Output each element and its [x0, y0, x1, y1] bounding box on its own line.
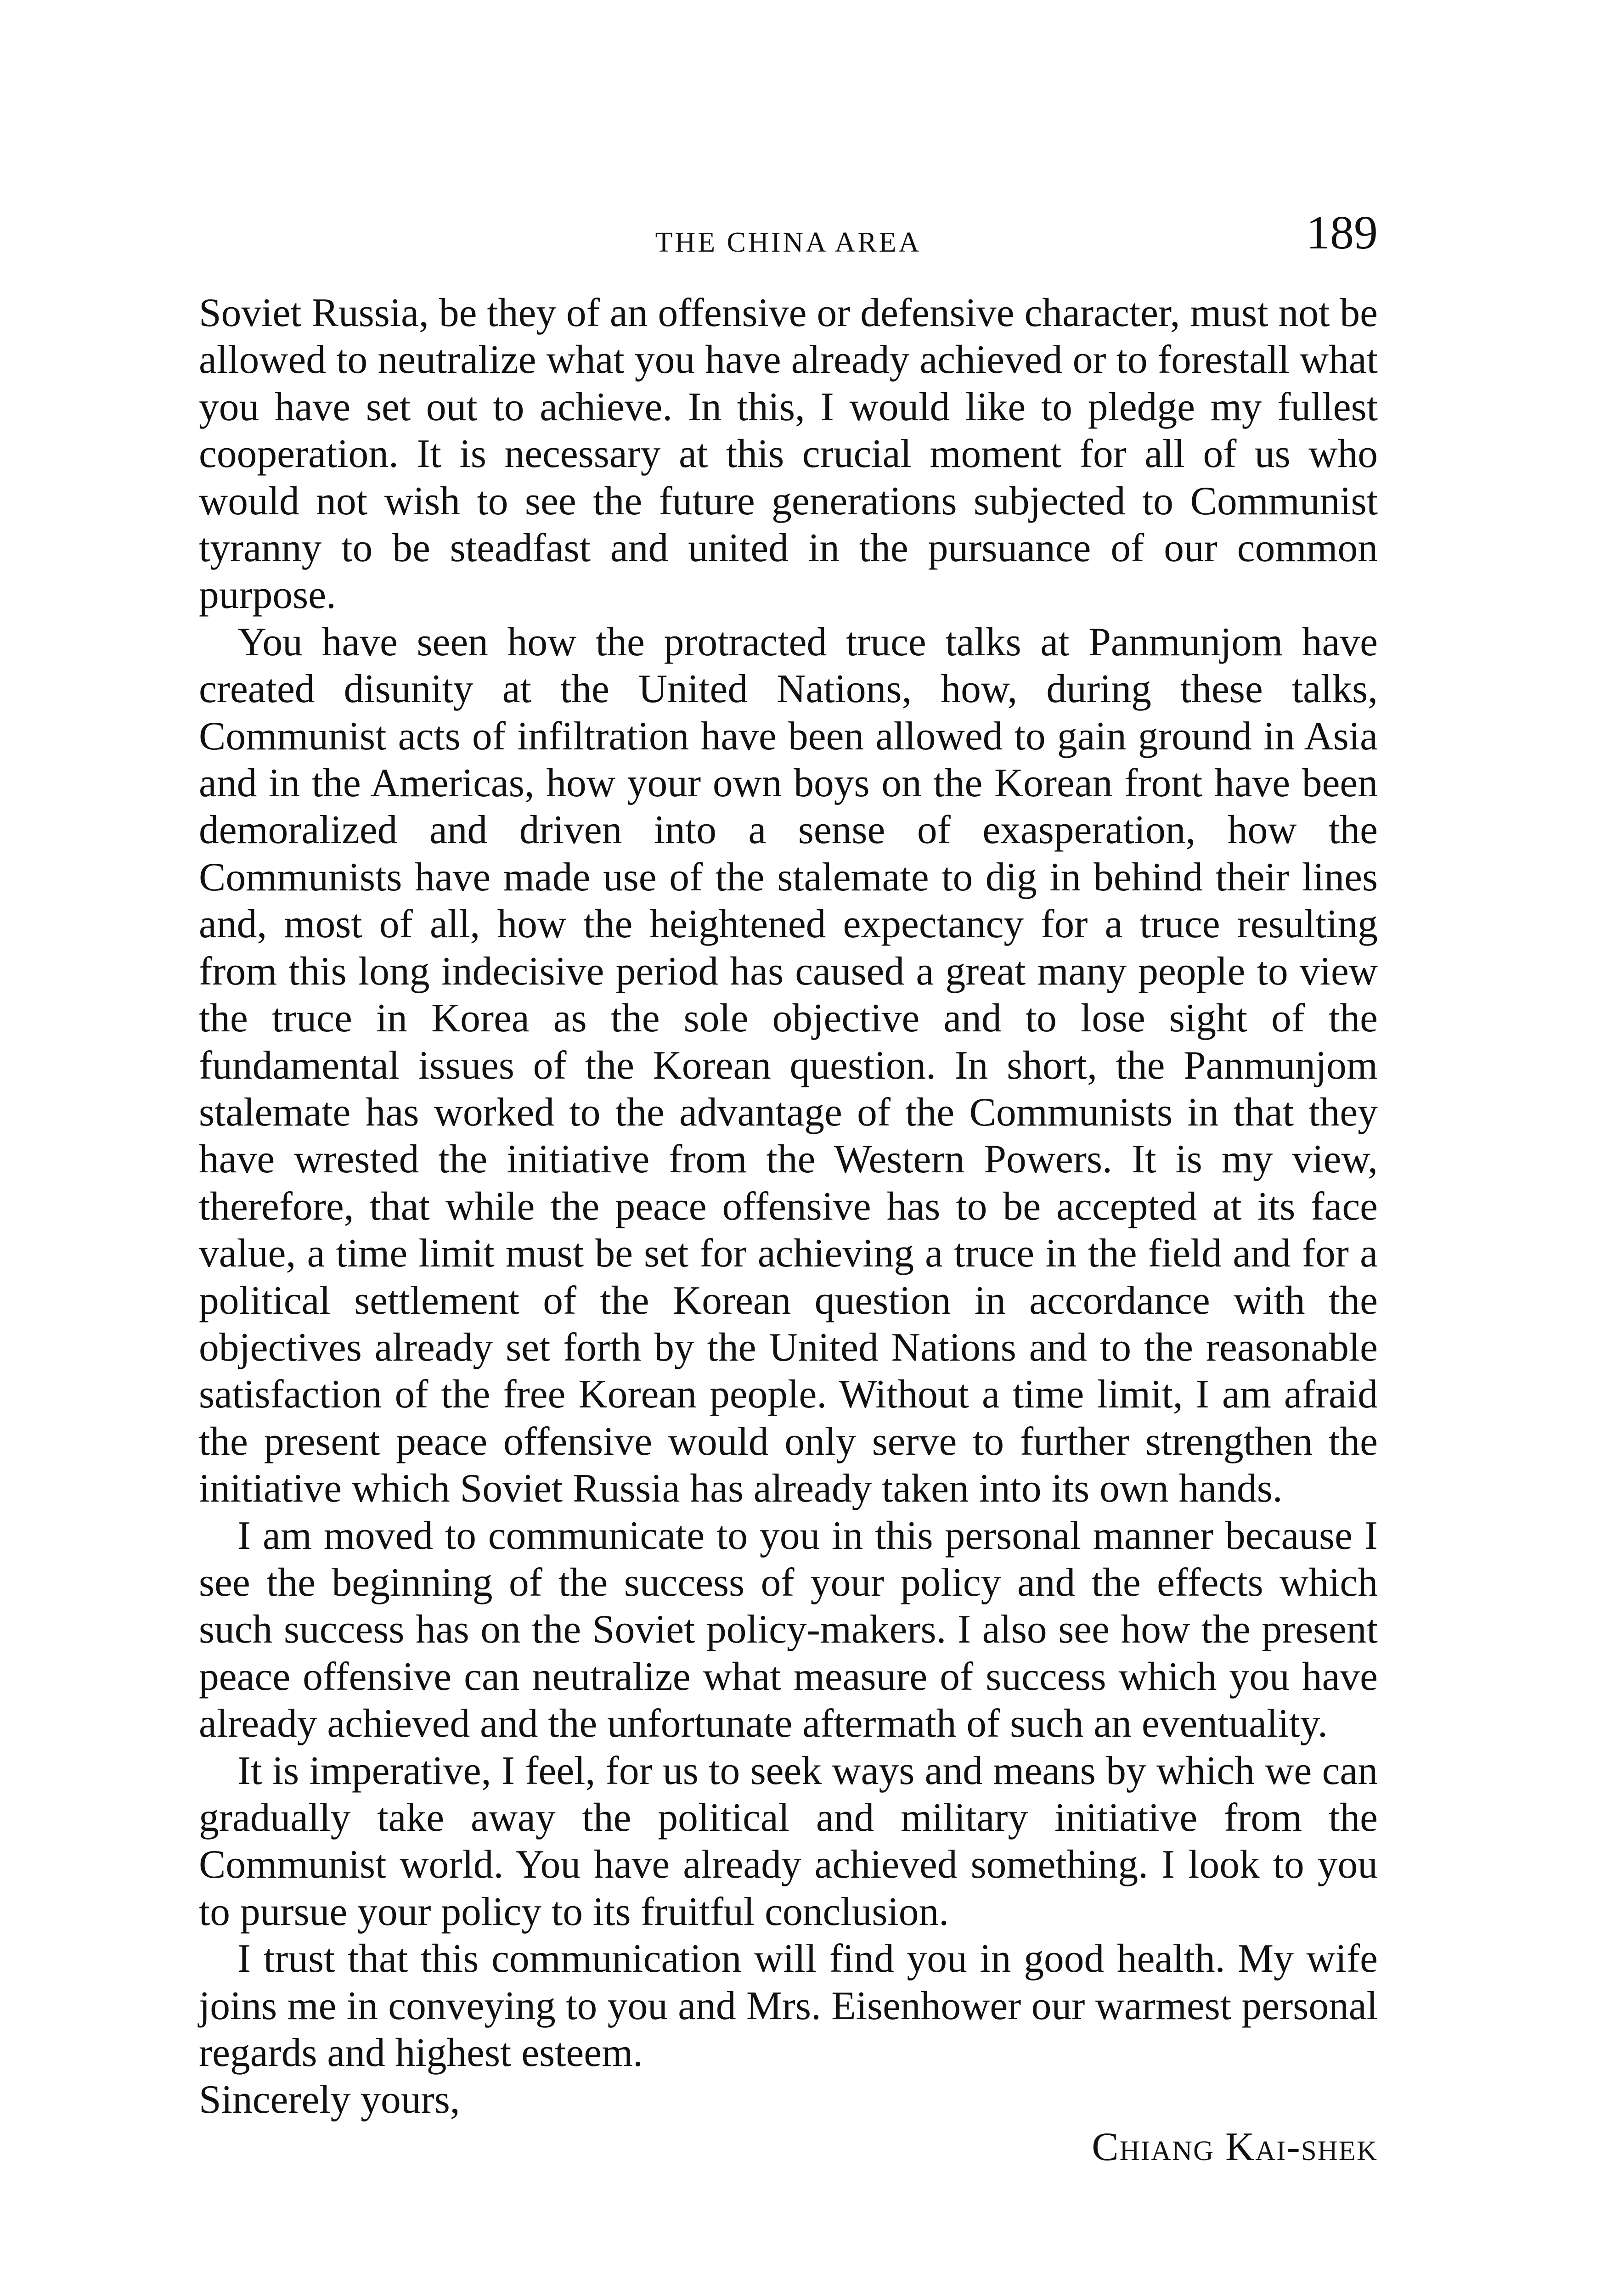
page-number: 189: [1306, 206, 1378, 259]
closing-salutation: Sincerely yours,: [199, 2077, 460, 2122]
paragraph-continuation: Soviet Russia, be they of an offensive or defensive character, must not be allowed to neutralize what you have already achieved or to forestall what you have set out to achieve. In this, I would like to pledge my fullest cooperation. It is necessary at this crucial moment for all of us who would not wish to see the future generations subjected to Communist tyranny to be steadfast and united in the pursuance of our common purpose.: [199, 290, 1378, 617]
paragraph: I am moved to communicate to you in this personal manner because I see the beginning of the success of your policy and the effects which such success has on the Soviet policy-makers. I also see how the present peace offensive can neutralize what measure of success which you have already achieved and the unfortunate aftermath of such an eventuality.: [199, 1513, 1378, 1746]
page-header: [199, 206, 1378, 264]
paragraph: It is imperative, I feel, for us to seek ways and means by which we can gradually take away the political and military initiative from the Communist world. You have already achieved something. I look to you to pursue your policy to its fruitful conclusion.: [199, 1748, 1378, 1934]
paragraph: You have seen how the protracted truce talks at Panmunjom have created disunity at the United Nations, how, during these talks, Communist acts of infiltration have been allowed to gain ground in Asia and in the Americas, how your own boys on the Korean front have been demoralized and driven into a sense of exasperation, how the Communists have made use of the stalemate to dig in behind their lines and, most of all, how the heightened expectancy for a truce resulting from this long indecisive period has caused a great many people to view the truce in Korea as the sole objective and to lose sight of the fundamental issues of the Korean question. In short, the Panmunjom stalemate has worked to the advantage of the Communists in that they have wrested the initiative from the Western Powers. It is my view, therefore, that while the peace offensive has to be accepted at its face value, a time limit must be set for achieving a truce in the field and for a political settlement of the Korean question in accordance with the objectives already set forth by the United Nations and to the reasonable satisfaction of the free Korean people. Without a time limit, I am afraid the present peace offensive would only serve to further strengthen the initiative which Soviet Russia has already taken into its own hands.: [199, 619, 1378, 1511]
letter-body: [199, 289, 1378, 2170]
signature: Chiang Kai-shek: [1092, 2124, 1378, 2169]
running-head: THE CHINA AREA: [655, 227, 922, 258]
paragraph: I trust that this communication will find you in good health. My wife joins me in conveying to you and Mrs. Eisenhower our warmest personal regards and highest esteem.: [199, 1936, 1378, 2075]
